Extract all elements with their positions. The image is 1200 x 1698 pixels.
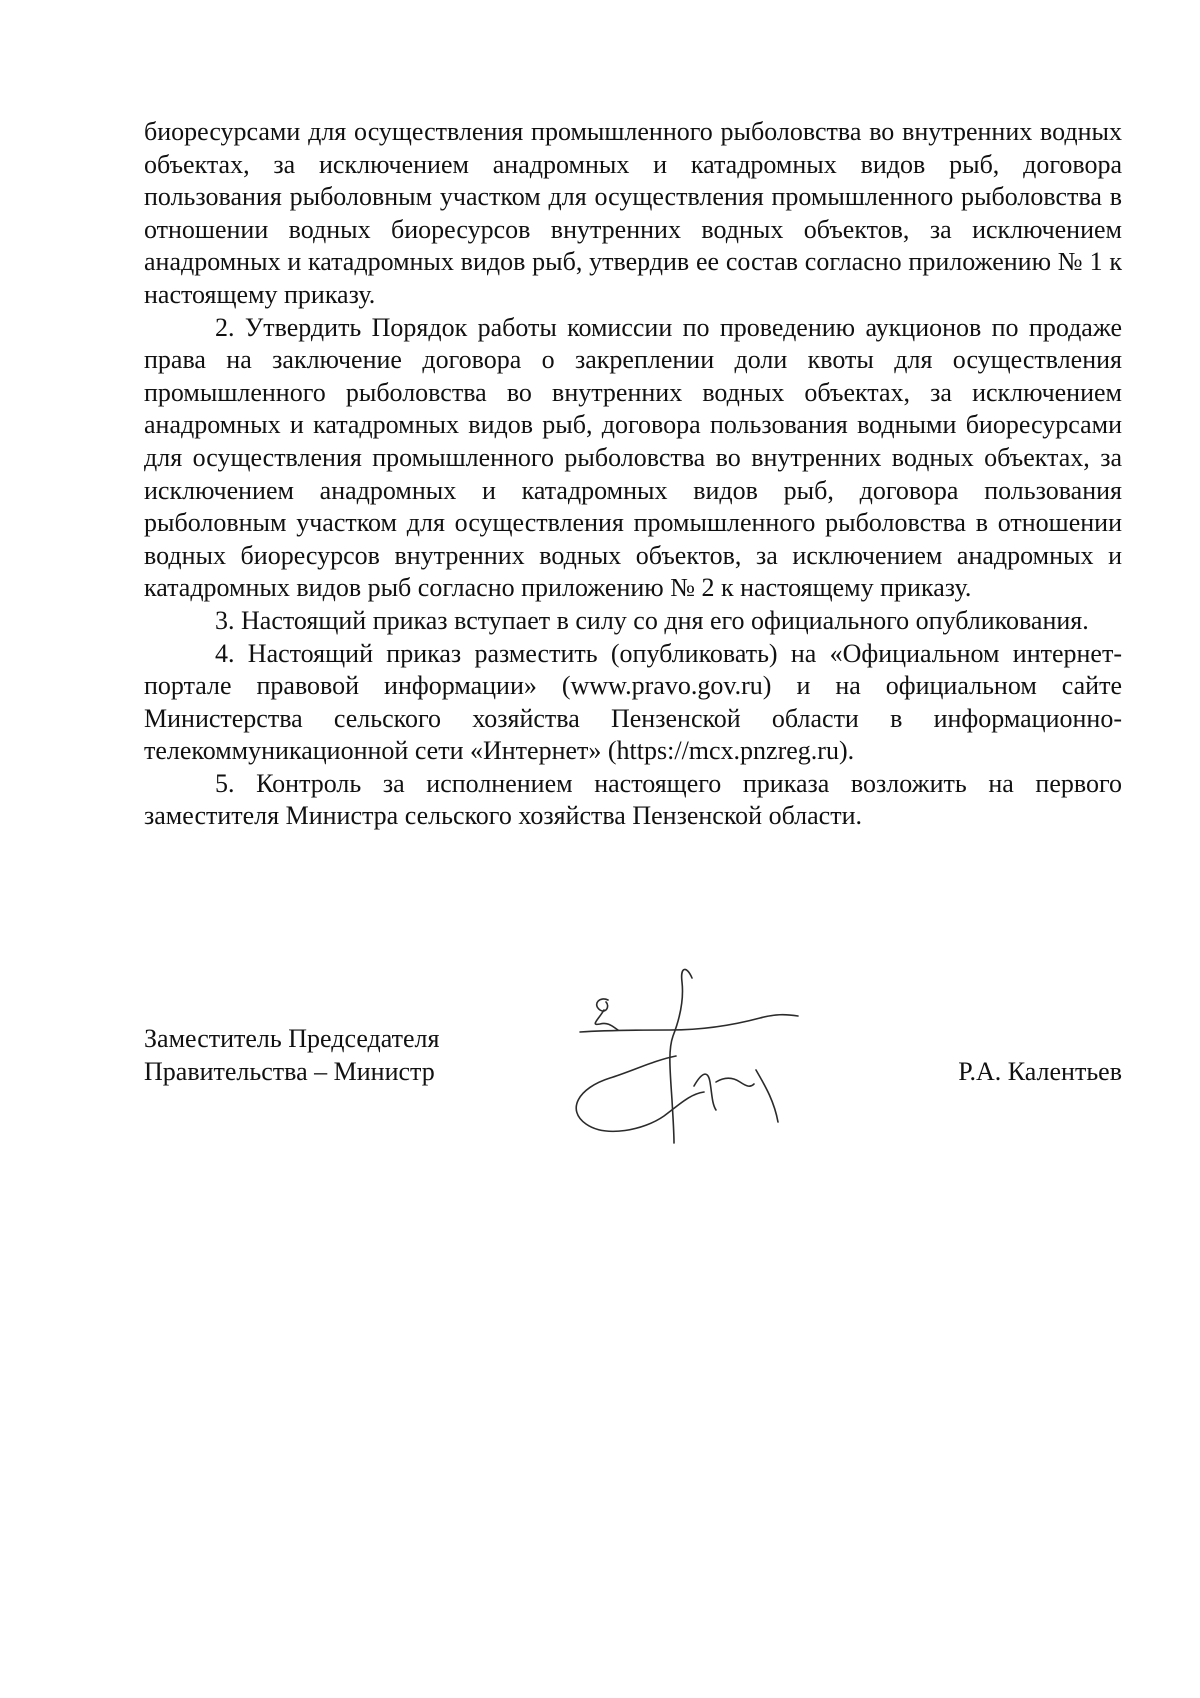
paragraph-item-3: 3. Настоящий приказ вступает в силу со дня его официального опубликования. — [215, 605, 1089, 635]
signatory-name: Р.А. Калентьев — [958, 1057, 1122, 1086]
paragraph-item-2: 2. Утвердить Порядок работы комиссии по проведению аукционов по продаже права на заключение договора о закреплении доли квоты для осуществления промышленного рыболовства во внутренних водных объектах, за исключением анадромных и катадромных видов рыб, договора пользования водными биоресурсами для осуществления промышленного рыболовства во внутренних водных объектах, за исключением анадромных и катадромных видов рыб, договора пользования рыболовным участком для осуществления промышленного рыболовства в отношении водных биоресурсов внутренних водных объектов, за исключением анадромных и катадромных видов рыб согласно приложению № 2 к настоящему приказу. — [144, 312, 1122, 603]
paragraph-item-5: 5. Контроль за исполнением настоящего приказа возложить на первого заместителя Министра сельского хозяйства Пензенской области. — [144, 768, 1122, 831]
handwritten-signature — [560, 960, 830, 1145]
signatory-position — [144, 1022, 439, 1088]
document-body — [144, 116, 1122, 833]
signatory-position-line-1: Заместитель Председателя — [144, 1024, 440, 1053]
signatory-position-line-2: Правительства – Министр — [144, 1057, 435, 1086]
paragraph-item-4: 4. Настоящий приказ разместить (опубликовать) на «Официальном интернет-портале правовой информации» (www.pravo.gov.ru) и на официальном сайте Министерства сельского хозяйства Пензенской области в информационно-телекоммуникационной сети «Интернет» (https://mcx.pnzreg.ru). — [144, 638, 1122, 766]
paragraph-continuation: биоресурсами для осуществления промышленного рыболовства во внутренних водных объектах, за исключением анадромных и катадромных видов рыб, договора пользования рыболовным участком для осуществления промышленного рыболовства в отношении водных биоресурсов внутренних водных объектов, за исключением анадромных и катадромных видов рыб, утвердив ее состав согласно приложению № 1 к настоящему приказу. — [144, 117, 1122, 309]
